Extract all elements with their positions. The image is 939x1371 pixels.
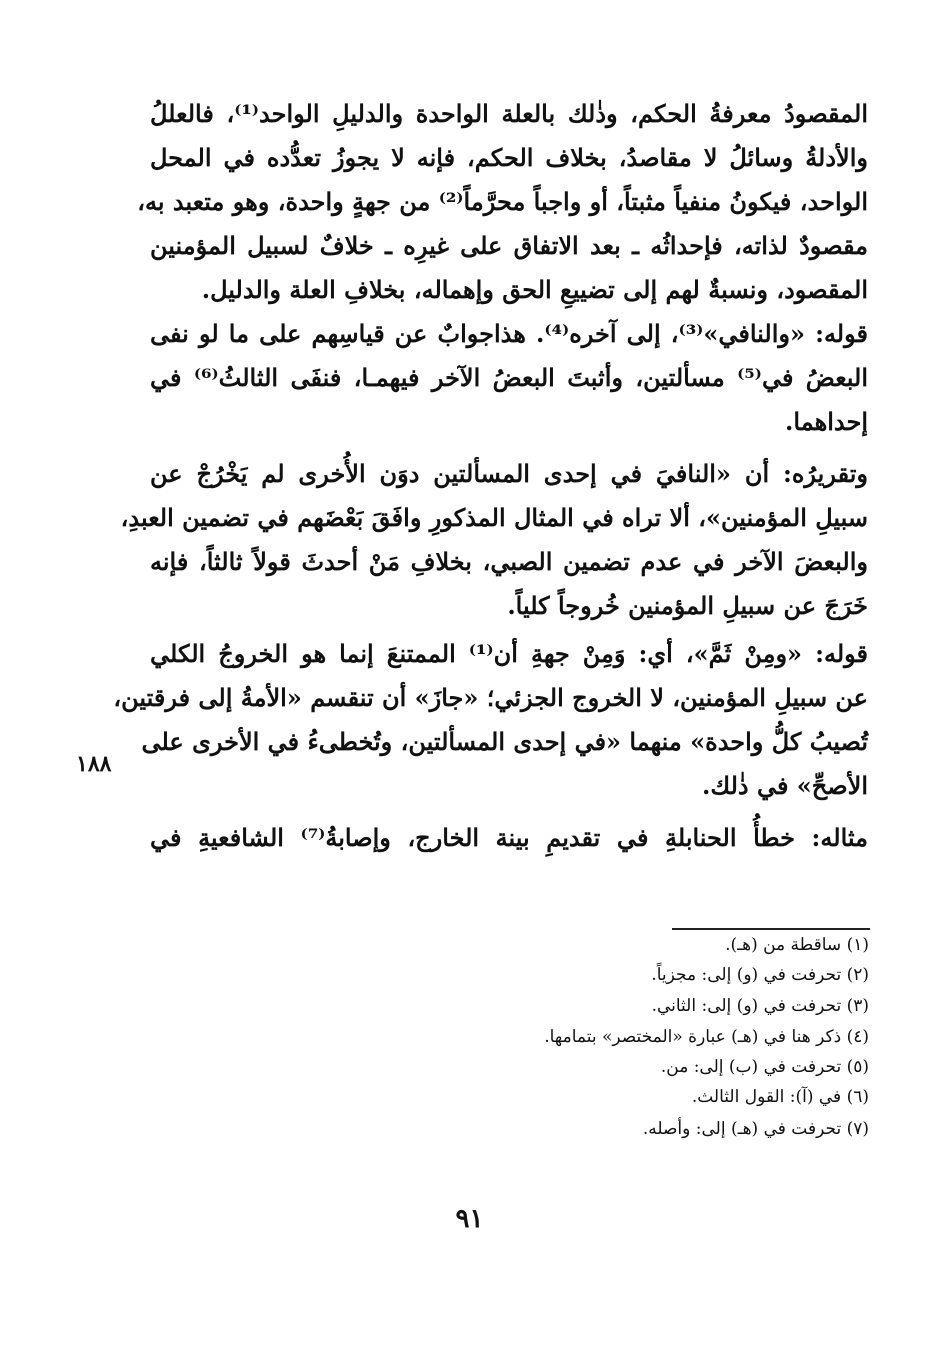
footnote: (٧) تحرفت في (هـ) إلى: وأصله. <box>642 1119 869 1139</box>
text-line: والبعضَ الآخر في عدم تضمين الصبي، بخلافِ مَنْ أحدثَ قولاً ثالثاً، فإنه <box>150 547 868 576</box>
footnote: (١) ساقطة من (هـ). <box>725 935 869 955</box>
text-line: تُصيبُ كلُّ واحدة» منهما «في إحدى المسألتين، وتُخطىءُ في الأخرى على <box>141 727 868 756</box>
footnote: (٦) في (آ): القول الثالث. <box>691 1087 869 1107</box>
margin-page-reference: ١٨٨ <box>76 751 112 777</box>
footnote: (٣) تحرفت في (و) إلى: الثاني. <box>651 996 869 1016</box>
page-number: ٩١ <box>455 1204 484 1234</box>
text-line: المقصود، ونسبةٌ لهم إلى تضييعِ الحق وإهماله، بخلافِ العلة والدليل. <box>201 275 868 304</box>
text-line: إحداهما. <box>785 407 868 436</box>
text-line: قوله: «والنافي»⁽³⁾، إلى آخره⁽⁴⁾. هذاجوابٌ عن قياسِهم على ما لو نفى <box>150 319 868 348</box>
footnote: (٤) ذكر هنا في (هـ) عبارة «المختصر» بتمامها. <box>544 1027 869 1047</box>
text-line: قوله: «ومِنْ ثَمَّ»، أي: وَمِنْ جهةِ أن⁽¹⁾ الممتنعَ إنما هو الخروجُ الكلي <box>150 639 869 668</box>
text-line: مثاله: خطأُ الحنابلةِ في تقديمِ بينة الخارج، وإصابةُ⁽⁷⁾ الشافعيةِ في <box>150 823 868 852</box>
text-line: وتقريرُه: أن «النافيَ في إحدى المسألتين دوَن الأُخرى لم يَخْرُجْ عن <box>150 459 868 488</box>
text-line: عن سبيلِ المؤمنين، لا الخروج الجزئي؛ «جازَ» أن تنقسم «الأمةُ إلى فرقتين، <box>113 683 868 712</box>
text-line: خَرَجَ عن سبيلِ المؤمنين خُروجاً كلياً. <box>507 591 868 620</box>
footnote: (٥) تحرفت في (ب) إلى: من. <box>660 1057 869 1077</box>
text-line: الواحد، فيكونُ منفياً مثبتاً، أو واجباً محرَّماً⁽²⁾ من جهةٍ واحدة، وهو متعبد به، <box>137 187 868 216</box>
text-line: الأصحِّ» في ذٰلك. <box>702 771 868 800</box>
text-line: سبيلِ المؤمنين»، ألا تراه في المثال المذكورِ وافَقَ بَعْضَهم في تضمين العبدِ، <box>120 503 868 532</box>
text-line: البعضُ في⁽⁵⁾ مسألتين، وأثبتَ البعضُ الآخر فيهمـا، فنفَى الثالثُ⁽⁶⁾ في <box>150 363 869 392</box>
text-line: المقصودُ معرفةُ الحكم، وذٰلك بالعلة الواحدة والدليلِ الواحد⁽¹⁾، فالعللُ <box>150 99 868 128</box>
footnote: (٢) تحرفت في (و) إلى: مجزياً. <box>651 965 869 985</box>
text-line: مقصودٌ لذاته، فإحداثُه ـ بعد الاتفاق على غيرِه ـ خلافٌ لسبيل المؤمنين <box>150 231 868 260</box>
text-line: والأدلةُ وسائلُ لا مقاصدُ، بخلاف الحكم، فإنه لا يجوزُ تعدُّده في المحل <box>150 143 869 172</box>
